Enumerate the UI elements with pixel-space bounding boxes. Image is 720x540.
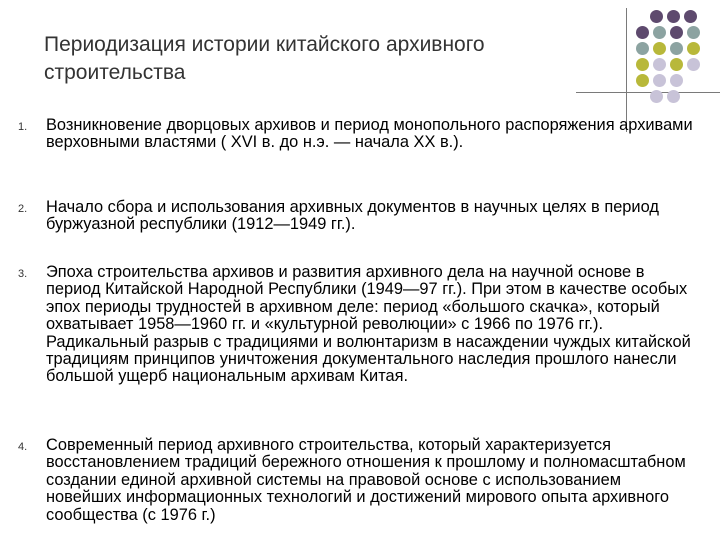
- list-item-number: 1.: [18, 121, 28, 133]
- list-item-number: 4.: [18, 441, 28, 453]
- slide-title: Периодизация истории китайского архивного строительства: [44, 33, 485, 84]
- list-item-text: Эпоха строительства архивов и развития архивного дела на научной основе в период Китайской Народной Республики (1949—97 гг.). При этом в качестве особых эпох периоды трудностей в архивном деле: период «большого скачка», который охватывает 1958—1960 гг. и «культурной революции» с 1966 по 1976 гг.). Радикальный разрыв с традициями и волюнтаризм в насаждении чуждых китайской традициям принципов уничтожения документального наследия прошлого нанесли большой ущерб национальным архивам Китая.: [46, 263, 691, 386]
- list-item-text: Возникновение дворцовых архивов и период монопольного распоряжения архивами верховными властями ( XVI в. до н.э. — начала XX в.).: [46, 116, 693, 152]
- list-item-text: Современный период архивного строительства, который характеризуется восстановлением традиций бережного отношения к прошлому и полномасштабном создании единой архивной системы на правовой основе с использованием новейших информационных технологий и достижений мирового опыта архивного сообщества (с 1976 г.): [46, 436, 686, 524]
- list-item-number: 3.: [18, 268, 28, 280]
- list-item-text: Начало сбора и использования архивных документов в научных целях в период буржуазной республики (1912—1949 гг.).: [46, 198, 659, 234]
- list-item-number: 2.: [18, 203, 28, 215]
